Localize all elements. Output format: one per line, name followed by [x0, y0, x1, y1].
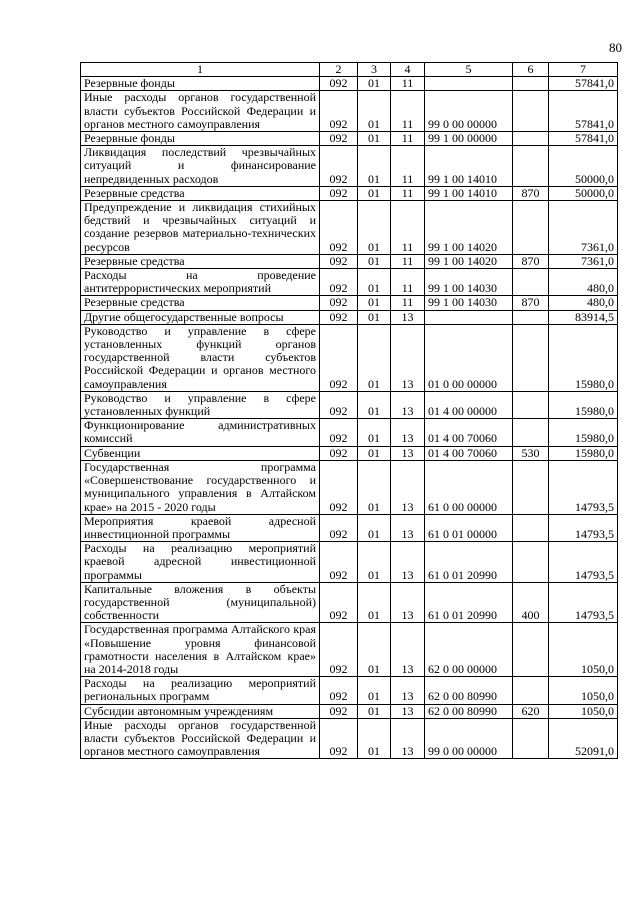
- row-subsection-code: 13: [391, 324, 425, 391]
- row-section-code: 01: [358, 419, 391, 446]
- row-target-article-code: 99 1 00 14020: [425, 201, 513, 255]
- row-target-article-code: 61 0 01 20990: [425, 542, 513, 583]
- table-row: [81, 254, 618, 268]
- row-target-article-code: 99 1 00 00000: [425, 132, 513, 146]
- row-subsection-code: 11: [391, 91, 425, 132]
- row-name: Капитальные вложения в объекты государственной (муниципальной) собственности: [81, 582, 320, 623]
- table-row: [81, 186, 618, 200]
- row-target-article-code: 99 0 00 00000: [425, 91, 513, 132]
- row-target-article-code: 01 4 00 70060: [425, 419, 513, 446]
- row-subsection-code: 11: [391, 254, 425, 268]
- table-row: [81, 201, 618, 255]
- row-expense-type-code: [513, 91, 549, 132]
- row-section-code: 01: [358, 542, 391, 583]
- row-grbs-code: 092: [320, 623, 358, 677]
- row-section-code: 01: [358, 146, 391, 187]
- row-amount: 15980,0: [549, 324, 618, 391]
- row-name: Руководство и управление в сфере установленных функций: [81, 391, 320, 418]
- row-expense-type-code: [513, 391, 549, 418]
- row-target-article-code: 01 4 00 00000: [425, 391, 513, 418]
- row-grbs-code: 092: [320, 542, 358, 583]
- row-name: Резервные средства: [81, 296, 320, 310]
- row-grbs-code: 092: [320, 310, 358, 324]
- page-number: 80: [609, 40, 622, 55]
- row-target-article-code: 99 1 00 14010: [425, 186, 513, 200]
- row-name: Государственная программа Алтайского края «Повышение уровня финансовой грамотности населения в Алтайском крае» на 2014-2018 годы: [81, 623, 320, 677]
- row-section-code: 01: [358, 324, 391, 391]
- row-grbs-code: 092: [320, 677, 358, 704]
- row-grbs-code: 092: [320, 582, 358, 623]
- row-grbs-code: 092: [320, 146, 358, 187]
- row-amount: 52091,0: [549, 718, 618, 759]
- row-target-article-code: 61 0 01 00000: [425, 514, 513, 541]
- row-subsection-code: 11: [391, 146, 425, 187]
- row-subsection-code: 13: [391, 718, 425, 759]
- table-row: [81, 132, 618, 146]
- table-row: [81, 704, 618, 718]
- header-cell: 1: [81, 63, 320, 77]
- row-target-article-code: 62 0 00 80990: [425, 677, 513, 704]
- row-subsection-code: 11: [391, 269, 425, 296]
- row-name: Резервные фонды: [81, 132, 320, 146]
- row-name: Государственная программа «Совершенствование государственного и муниципального управления в Алтайском крае» на 2015 - 2020 годы: [81, 460, 320, 514]
- row-target-article-code: 01 0 00 00000: [425, 324, 513, 391]
- row-expense-type-code: 870: [513, 254, 549, 268]
- header-cell: 2: [320, 63, 358, 77]
- row-section-code: 01: [358, 391, 391, 418]
- row-expense-type-code: [513, 542, 549, 583]
- table-row: [81, 623, 618, 677]
- row-expense-type-code: 400: [513, 582, 549, 623]
- row-grbs-code: 092: [320, 269, 358, 296]
- row-name: Предупреждение и ликвидация стихийных бедствий и чрезвычайных ситуаций и создание резервов материально-технических ресурсов: [81, 201, 320, 255]
- table-row: [81, 677, 618, 704]
- row-expense-type-code: [513, 77, 549, 91]
- table-row: [81, 269, 618, 296]
- row-subsection-code: 13: [391, 391, 425, 418]
- row-subsection-code: 11: [391, 201, 425, 255]
- row-expense-type-code: [513, 718, 549, 759]
- table-row: [81, 514, 618, 541]
- header-cell: 3: [358, 63, 391, 77]
- header-cell: 5: [425, 63, 513, 77]
- row-subsection-code: 11: [391, 186, 425, 200]
- row-expense-type-code: [513, 623, 549, 677]
- row-target-article-code: 99 1 00 14020: [425, 254, 513, 268]
- table-row: [81, 146, 618, 187]
- row-expense-type-code: 870: [513, 186, 549, 200]
- row-subsection-code: 13: [391, 704, 425, 718]
- row-grbs-code: 092: [320, 718, 358, 759]
- row-grbs-code: 092: [320, 704, 358, 718]
- row-name: Расходы на реализацию мероприятий краевой адресной инвестиционной программы: [81, 542, 320, 583]
- row-grbs-code: 092: [320, 514, 358, 541]
- row-subsection-code: 11: [391, 77, 425, 91]
- row-grbs-code: 092: [320, 391, 358, 418]
- row-section-code: 01: [358, 623, 391, 677]
- row-grbs-code: 092: [320, 460, 358, 514]
- row-grbs-code: 092: [320, 201, 358, 255]
- row-grbs-code: 092: [320, 77, 358, 91]
- row-section-code: 01: [358, 296, 391, 310]
- row-target-article-code: [425, 77, 513, 91]
- row-target-article-code: 62 0 00 00000: [425, 623, 513, 677]
- row-amount: 50000,0: [549, 186, 618, 200]
- row-target-article-code: 62 0 00 80990: [425, 704, 513, 718]
- row-subsection-code: 13: [391, 677, 425, 704]
- row-grbs-code: 092: [320, 91, 358, 132]
- row-target-article-code: 01 4 00 70060: [425, 446, 513, 460]
- row-subsection-code: 11: [391, 296, 425, 310]
- row-amount: 14793,5: [549, 514, 618, 541]
- row-grbs-code: 092: [320, 254, 358, 268]
- table-row: [81, 310, 618, 324]
- row-amount: 7361,0: [549, 201, 618, 255]
- row-name: Иные расходы органов государственной власти субъектов Российской Федерации и органов местного самоуправления: [81, 91, 320, 132]
- row-amount: 57841,0: [549, 91, 618, 132]
- row-expense-type-code: [513, 201, 549, 255]
- row-name: Резервные средства: [81, 186, 320, 200]
- row-amount: 15980,0: [549, 419, 618, 446]
- row-name: Резервные средства: [81, 254, 320, 268]
- row-section-code: 01: [358, 77, 391, 91]
- row-target-article-code: 99 1 00 14030: [425, 269, 513, 296]
- row-subsection-code: 13: [391, 514, 425, 541]
- row-expense-type-code: 530: [513, 446, 549, 460]
- row-expense-type-code: [513, 310, 549, 324]
- row-section-code: 01: [358, 677, 391, 704]
- row-expense-type-code: [513, 324, 549, 391]
- row-name: Субсидии автономным учреждениям: [81, 704, 320, 718]
- header-cell: 7: [549, 63, 618, 77]
- row-expense-type-code: [513, 460, 549, 514]
- row-section-code: 01: [358, 446, 391, 460]
- row-section-code: 01: [358, 91, 391, 132]
- table-row: [81, 91, 618, 132]
- row-target-article-code: [425, 310, 513, 324]
- table-row: [81, 718, 618, 759]
- table-row: [81, 446, 618, 460]
- row-grbs-code: 092: [320, 296, 358, 310]
- row-section-code: 01: [358, 310, 391, 324]
- row-target-article-code: 61 0 01 20990: [425, 582, 513, 623]
- row-section-code: 01: [358, 582, 391, 623]
- row-section-code: 01: [358, 132, 391, 146]
- row-name: Иные расходы органов государственной власти субъектов Российской Федерации и органов местного самоуправления: [81, 718, 320, 759]
- row-target-article-code: 61 0 00 00000: [425, 460, 513, 514]
- row-amount: 480,0: [549, 296, 618, 310]
- row-grbs-code: 092: [320, 446, 358, 460]
- table-row: [81, 77, 618, 91]
- table-row: [81, 296, 618, 310]
- row-name: Функционирование административных комиссий: [81, 419, 320, 446]
- table-row: [81, 460, 618, 514]
- table-row: [81, 324, 618, 391]
- row-target-article-code: 99 1 00 14010: [425, 146, 513, 187]
- row-subsection-code: 13: [391, 419, 425, 446]
- budget-table: [80, 62, 618, 759]
- row-section-code: 01: [358, 201, 391, 255]
- row-amount: 480,0: [549, 269, 618, 296]
- row-amount: 14793,5: [549, 460, 618, 514]
- row-name: Расходы на проведение антитеррористических мероприятий: [81, 269, 320, 296]
- table-row: [81, 419, 618, 446]
- row-section-code: 01: [358, 186, 391, 200]
- row-name: Резервные фонды: [81, 77, 320, 91]
- row-amount: 50000,0: [549, 146, 618, 187]
- row-section-code: 01: [358, 269, 391, 296]
- row-amount: 14793,5: [549, 582, 618, 623]
- row-expense-type-code: 870: [513, 296, 549, 310]
- row-subsection-code: 13: [391, 623, 425, 677]
- row-subsection-code: 13: [391, 310, 425, 324]
- row-amount: 1050,0: [549, 677, 618, 704]
- row-expense-type-code: [513, 677, 549, 704]
- row-expense-type-code: [513, 514, 549, 541]
- table-row: [81, 542, 618, 583]
- row-amount: 15980,0: [549, 446, 618, 460]
- row-grbs-code: 092: [320, 324, 358, 391]
- row-target-article-code: 99 1 00 14030: [425, 296, 513, 310]
- row-section-code: 01: [358, 718, 391, 759]
- row-subsection-code: 13: [391, 446, 425, 460]
- row-name: Другие общегосударственные вопросы: [81, 310, 320, 324]
- table-row: [81, 391, 618, 418]
- row-amount: 57841,0: [549, 77, 618, 91]
- row-name: Мероприятия краевой адресной инвестиционной программы: [81, 514, 320, 541]
- row-subsection-code: 13: [391, 542, 425, 583]
- row-amount: 1050,0: [549, 623, 618, 677]
- row-expense-type-code: [513, 146, 549, 187]
- row-amount: 1050,0: [549, 704, 618, 718]
- row-section-code: 01: [358, 254, 391, 268]
- row-expense-type-code: [513, 269, 549, 296]
- row-expense-type-code: [513, 419, 549, 446]
- header-cell: 4: [391, 63, 425, 77]
- row-grbs-code: 092: [320, 186, 358, 200]
- row-name: Руководство и управление в сфере установленных функций органов государственной власти субъектов Российской Федерации и органов местного самоуправления: [81, 324, 320, 391]
- row-name: Расходы на реализацию мероприятий региональных программ: [81, 677, 320, 704]
- row-grbs-code: 092: [320, 132, 358, 146]
- row-section-code: 01: [358, 514, 391, 541]
- row-amount: 83914,5: [549, 310, 618, 324]
- row-name: Субвенции: [81, 446, 320, 460]
- row-amount: 15980,0: [549, 391, 618, 418]
- row-amount: 14793,5: [549, 542, 618, 583]
- header-row: [81, 63, 618, 77]
- row-target-article-code: 99 0 00 00000: [425, 718, 513, 759]
- row-subsection-code: 13: [391, 460, 425, 514]
- row-amount: 7361,0: [549, 254, 618, 268]
- row-section-code: 01: [358, 460, 391, 514]
- table-row: [81, 582, 618, 623]
- row-name: Ликвидация последствий чрезвычайных ситуаций и финансирование непредвиденных расходов: [81, 146, 320, 187]
- row-grbs-code: 092: [320, 419, 358, 446]
- header-cell: 6: [513, 63, 549, 77]
- row-expense-type-code: [513, 132, 549, 146]
- row-amount: 57841,0: [549, 132, 618, 146]
- row-expense-type-code: 620: [513, 704, 549, 718]
- row-subsection-code: 13: [391, 582, 425, 623]
- row-section-code: 01: [358, 704, 391, 718]
- row-subsection-code: 11: [391, 132, 425, 146]
